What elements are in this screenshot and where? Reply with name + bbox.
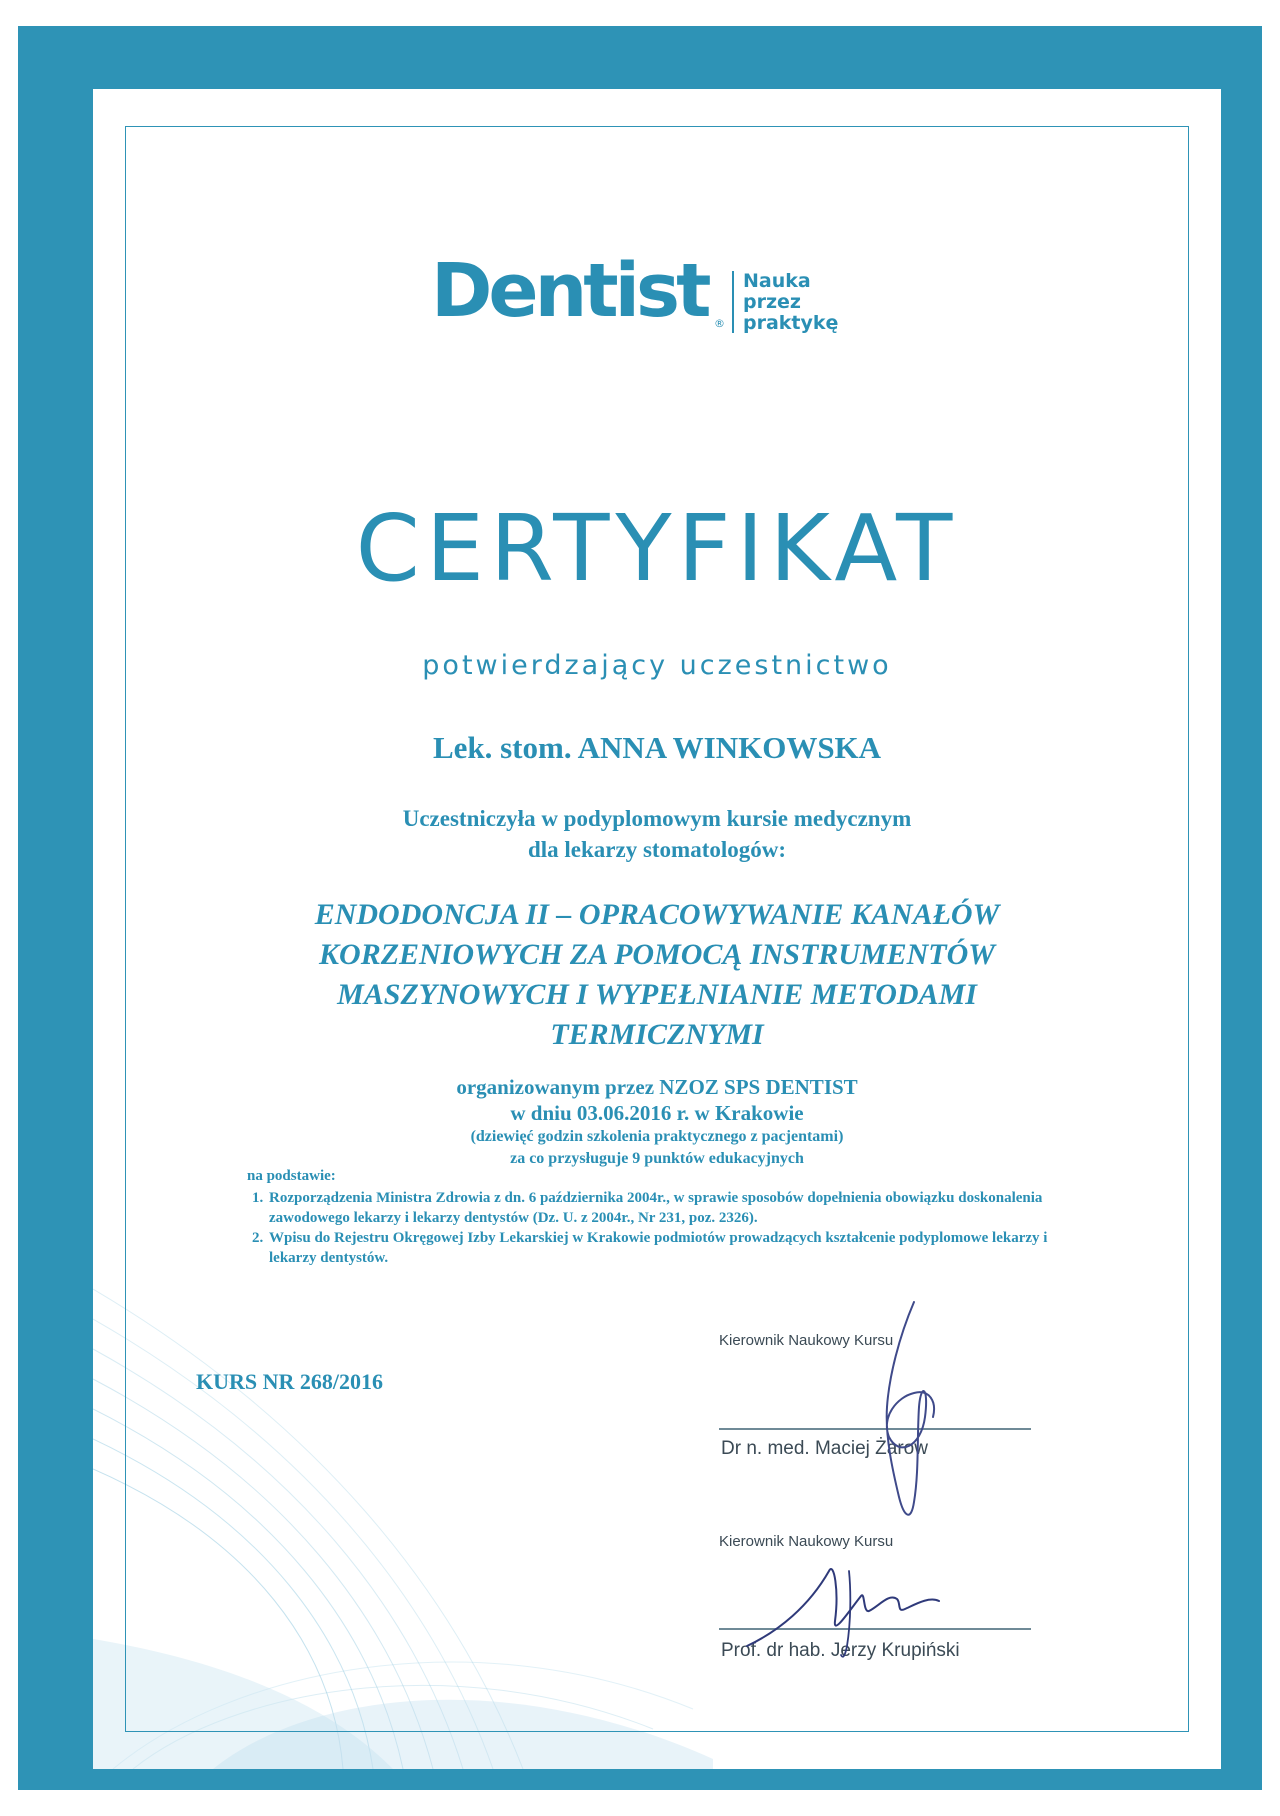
logo-registered-mark: ®: [714, 317, 725, 330]
signature-block: [719, 1533, 1031, 1673]
logo-divider: [732, 271, 734, 333]
logo-tagline-line: przez: [743, 291, 801, 313]
course-title-line: TERMICZNYMI: [550, 1018, 764, 1051]
dentist-logo: [431, 231, 891, 351]
logo-tagline: [743, 271, 838, 334]
legal-basis: [247, 1166, 1067, 1268]
legal-basis-list: [247, 1188, 1067, 1268]
signature-role: Kierownik Naukowy Kursu: [719, 1332, 894, 1349]
legal-basis-item: 1. Rozporządzenia Ministra Zdrowia z dn. 6 października 2004r., w sprawie sposobów dopełnienia obowiązku doskonalenia zawodowego lekarzy i lekarzy dentystów (Dz. U. z 2004r., Nr 231, poz. 2326).: [267, 1188, 1067, 1228]
certificate-frame: [18, 26, 1262, 1790]
signatory-name: Dr n. med. Maciej Żarow: [721, 1438, 928, 1459]
handwritten-signature: [739, 1551, 949, 1661]
certificate-paper: [93, 89, 1221, 1769]
training-hours: (dziewięć godzin szkolenia praktycznego z pacjentami): [470, 1128, 844, 1145]
education-points: za co przysługuje 9 punktów edukacyjnych: [510, 1150, 804, 1167]
organizer-info: [93, 1074, 1221, 1170]
handwritten-signature: [859, 1297, 949, 1527]
logo-tagline-line: praktykę: [743, 312, 839, 334]
course-title: [93, 895, 1221, 1055]
signature-role: Kierownik Naukowy Kursu: [719, 1533, 894, 1550]
logo-tagline-line: Nauka: [743, 270, 811, 292]
certificate-title: CERTYFIKAT: [355, 495, 959, 602]
course-title-line: MASZYNOWYCH I WYPEŁNIANIE METODAMI: [337, 978, 977, 1011]
legal-basis-heading: na podstawie:: [247, 1168, 336, 1184]
participation-statement: [93, 803, 1221, 865]
logo-wordmark: Dentist: [431, 248, 708, 334]
organizer-line: organizowanym przez NZOZ SPS DENTIST: [456, 1075, 858, 1099]
participation-line: Uczestniczyła w podyplomowym kursie medycznym: [402, 806, 912, 831]
signatory-name: Prof. dr hab. Jerzy Krupiński: [721, 1640, 960, 1661]
participant-name: Lek. stom. ANNA WINKOWSKA: [432, 730, 882, 765]
course-date: w dniu 03.06.2016 r. w Krakowie: [510, 1101, 804, 1125]
participation-line: dla lekarzy stomatologów:: [527, 837, 787, 862]
course-title-line: KORZENIOWYCH ZA POMOCĄ INSTRUMENTÓW: [319, 938, 995, 971]
course-title-line: ENDODONCJA II – OPRACOWYWANIE KANAŁÓW: [314, 898, 1000, 931]
certificate-subtitle: potwierdzający uczestnictwo: [422, 650, 892, 681]
legal-basis-item: 2. Wpisu do Rejestru Okręgowej Izby Lekarskiej w Krakowie podmiotów prowadzących kształcenie podyplomowe lekarzy i lekarzy dentystów.: [267, 1228, 1067, 1268]
signature-block: [719, 1332, 1031, 1472]
course-number: KURS NR 268/2016: [196, 1369, 384, 1394]
